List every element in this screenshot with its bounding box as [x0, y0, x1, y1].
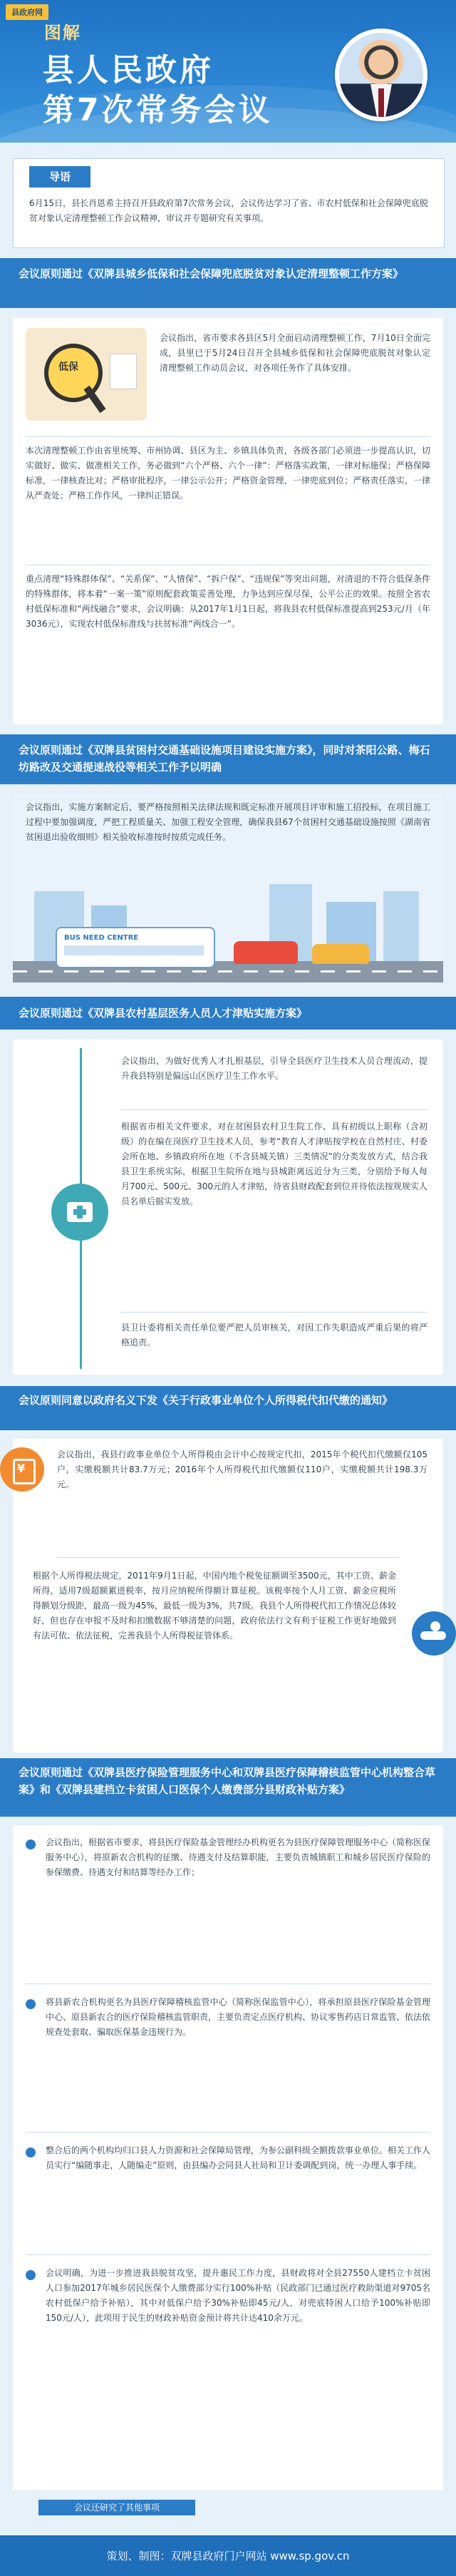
bus-illustration: [56, 927, 215, 968]
section-4-p1: 会议指出，我县行政事业单位个人所得税由会计中心按规定代扣，2015年个税代扣代缴额仅105户，实缴税额共计83.7万元；2016年个人所得税代扣代缴额仅110户，实缴税额共计198.3万元。: [57, 1449, 428, 1489]
section-2-p1: 会议指出，实施方案制定后，要严格按照相关法律法规和既定标准开展项目评审和施工招投标，在项目施工过程中要加强调度，严把工程质量关、加强工程安全管理，确保我县67个贫困村交通基础设施按照《湖南省贫困退出验收细则》相关验收标准按时按质完成任务。: [26, 802, 430, 842]
tax-money-icon: ¥: [0, 1447, 44, 1492]
hand-money-icon: [412, 1611, 456, 1656]
section-3-p3: 县卫计委将相关责任单位要严把人员审核关，对因工作失职造成严重后果的将严格追责。: [121, 1323, 428, 1348]
section-1-header: [0, 258, 456, 308]
bullet-icon: [26, 1999, 36, 2009]
section-5-title: 会议原则通过《双牌县医疗保险管理服务中心和双牌县医疗保障稽核监管中心机构整合草案》和《双牌县建档立卡贫困人口医保个人缴费部分县财政补贴方案》: [19, 1766, 436, 1796]
car-illustration: [312, 944, 369, 964]
divider: [121, 1312, 428, 1313]
section-3-header: [0, 997, 456, 1030]
section-4-p2: 根据个人所得税法规定，2011年9月1日起，中国内地个税免征额调至3500元，其中工资、薪金所得，适用7级超额累进税率，按月应纳税所得额计算征税。该税率按个人月工资、薪金应税所得额划分级距，最高一级为45%，最低一级为3%，共7级。我县个人所得税代扣工作情况总体较好，但也存在申报不及时和扣缴数据不够清楚的问题，政府依法行文有利于征税工作更好地做到有法可依、依法征税，完善我县个人所得税征管体系。: [33, 1571, 396, 1641]
section-3-p1: 会议指出，为做好优秀人才扎根基层，引导全县医疗卫生技术人员合理流动，提升我县特别是偏远山区医疗卫生工作水平。: [121, 1056, 428, 1081]
lowincome-illustration: 低保: [26, 328, 147, 421]
intro-text: 6月15日，县长肖恩希主持召开县政府第7次常务会议，会议传达学习了省、市农村低保和社会保障兜底脱贫对象认定清理整顿工作会议精神，审议并专题研究有关事项。: [29, 198, 428, 223]
brand-tag[interactable]: 县政府网: [6, 4, 48, 20]
bullet-icon: [26, 2147, 36, 2157]
header-banner: [0, 0, 456, 143]
bus-label: BUS NEED CENTRE: [64, 934, 139, 942]
section-2-header: [0, 734, 456, 784]
bullet-icon: [26, 2270, 36, 2280]
section-5-p3: 整合后的两个机构均归口县人力资源和社会保障局管理，为参公副科级全额拨款事业单位。相关工作人员实行“编随事走，人随编走”原则，由县编办会同县人社局和卫计委调配到岗，统一办理人事手续。: [46, 2145, 431, 2170]
page-title-line2: 第7次常务会议: [43, 92, 273, 128]
section-1-title: 会议原则通过《双牌县城乡低保和社会保障兜底脱贫对象认定清理整顿工作方案》: [19, 267, 404, 280]
divider: [121, 1109, 428, 1110]
section-5-p2: 将县新农合机构更名为县医疗保障稽核监管中心（简称医保监管中心），将承担原县医疗保险基金管理中心、原县新农合的医疗保险稽核监管职责，主要负责定点医疗机构、协议零售药店日常监管、依法依规查处套取、骗取医保基金违规行为。: [46, 1997, 431, 2037]
divider: [57, 1557, 399, 1558]
section-2-title: 会议原则通过《双牌县贫困村交通基础设施项目建设实施方案》，同时对茶阳公路、梅石坊路改及交通提速战役等相关工作予以明确: [19, 744, 430, 774]
city-illustration: [13, 870, 443, 984]
section-5-p1: 会议指出，根据省市要求，将县医疗保险基金管理经办机构更名为县医疗保障管理服务中心（简称医保服务中心），将原新农合机构的征缴、待遇支付及结算职能，主要负责城镇职工和城乡居民医疗保险的参保缴费、待遇支付和结算等经办工作；: [46, 1837, 431, 1877]
intro-label: 导语: [29, 166, 90, 188]
other-topics-tag: 会议还研究了其他事项: [38, 2500, 195, 2515]
section-3-title: 会议原则通过《双牌县农村基层医务人员人才津贴实施方案》: [19, 1007, 308, 1020]
footer-credit[interactable]: 策划、制图：双牌县政府门户网站 www.sp.gov.cn: [106, 2550, 350, 2562]
footer: [0, 2535, 456, 2576]
section-5-header: [0, 1758, 456, 1817]
bullet-icon: [26, 1839, 36, 1849]
section-5-p4: 会议明确，为进一步推进我县脱贫攻坚，提升惠民工作力度，县财政将对全县27550人建档立卡贫困人口参加2017年城乡居民医保个人缴费部分实行100%补贴（民政部门已通过医疗救助渠道对9705名农村低保户给予补贴），其中对低保户给予30%补贴即45元/人，对兜底特困人口给予100%补贴即150元/人），此项用于民生的财政补贴资金预计将共计达410余万元。: [46, 2268, 430, 2323]
tujie-label: 图解: [44, 23, 81, 43]
section-4-header: [0, 1386, 456, 1430]
intro-box: [13, 158, 445, 248]
divider: [26, 2132, 430, 2133]
section-1-p1: 会议指出，省市要求各县区5月全面启动清理整顿工作，7月10日全面完成，县里已于5月24日召开全县城乡低保和社会保障兜底脱贫对象认定清理整顿工作动员会议，对各项任务作了具体安排。: [160, 333, 430, 373]
section-1-p2: 本次清理整顿工作由省里统筹、市州协调、县区为主、乡镇具体负责，各级各部门必须进一步提高认识，切实做好、做实、做准相关工作，务必做到“六个严格、六个一律”：严格落实政策，一律对标施保；严格保障标准，一律核查比对；严格审批程序，一律公示公开；严格资金管理，一律兜底到位；严格责任落实，一律从严查处；严格工作作风，一律纠正错误。: [26, 446, 430, 501]
section-4-title: 会议原则同意以政府名义下发《关于行政事业单位个人所得税代扣代缴的通知》: [19, 1394, 393, 1407]
car-illustration: [234, 941, 298, 964]
divider: [26, 2254, 430, 2255]
section-1-p3: 重点清理“特殊群体保”、“关系保”、“人情保”、“拆户保”、“违规保”等突出问题，对清退的不符合低保条件的特殊群体，将本着“一案一策”原则配套政策妥善处理，力争达到应保尽保，公平公正的效果。按照全省农村低保标准和“两线融合”要求，会议明确：从2017年1月1日起，将我县农村低保标准提高到253元/月（年3036元），实现农村低保标准线与扶贫标准“两线合一”。: [26, 574, 430, 629]
avatar: [339, 33, 423, 117]
medical-kit-icon: [51, 1184, 108, 1241]
section-3-p2: 根据省市相关文件要求，对在贫困县农村卫生院工作、具有初级以上职称（含初级）的在编在岗医疗卫生技术人员，参考“教育人才津贴按学校在自然村庄、村委会所在地、乡镇政府所在地（不含县城关镇）三类情况”的分类发放方式，结合我县卫生系统实际，根据卫生院所在地与县城距离远近分为三类，分别给予每人每月700元、500元、300元的人才津贴，待省县财政配套到位并待依法按规规实人员名单后据实发放。: [121, 1122, 428, 1206]
avatar-tie: [378, 88, 384, 117]
page-title-line1: 县人民政府: [43, 52, 214, 88]
divider: [26, 436, 430, 437]
